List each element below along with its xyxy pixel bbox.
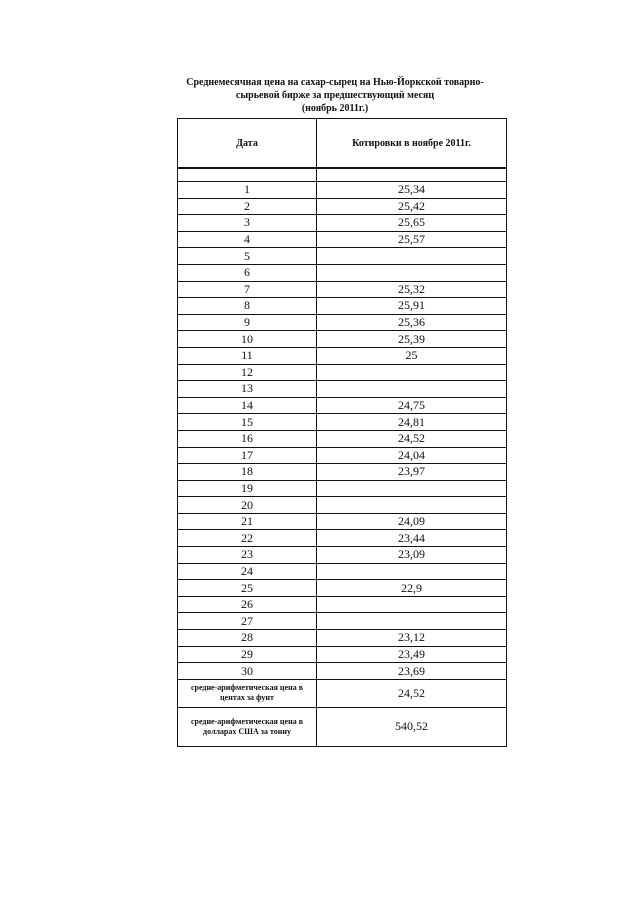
quote-cell: 23,09 [317,547,507,564]
table-row [178,596,507,613]
quote-cell: 23,44 [317,530,507,547]
table-row [178,547,507,564]
quote-cell: 23,69 [317,663,507,680]
date-cell: 7 [178,281,317,298]
date-cell: 25 [178,580,317,597]
date-cell: 8 [178,298,317,315]
spacer-cell [178,168,317,182]
table-row [178,447,507,464]
date-cell: 9 [178,314,317,331]
table-row [178,480,507,497]
date-cell: 16 [178,430,317,447]
date-cell: 26 [178,596,317,613]
table-row [178,663,507,680]
quote-cell [317,613,507,630]
table-row [178,464,507,481]
table-row [178,364,507,381]
date-cell: 21 [178,513,317,530]
summary-row-dollars [178,707,507,746]
date-cell: 15 [178,414,317,431]
date-cell: 4 [178,231,317,248]
quote-cell: 24,75 [317,397,507,414]
quotes-table [177,118,507,747]
table-row [178,198,507,215]
quote-cell: 25,32 [317,281,507,298]
header-quotes: Котировки в ноябре 2011г. [317,119,507,169]
date-cell: 29 [178,646,317,663]
table-row [178,248,507,265]
quote-cell [317,563,507,580]
document-title [150,76,520,115]
quote-cell [317,480,507,497]
date-cell: 1 [178,182,317,199]
table-row [178,331,507,348]
quote-cell [317,497,507,514]
table-row [178,215,507,232]
quote-cell: 24,04 [317,447,507,464]
table-row [178,563,507,580]
title-line-1: Среднемесячная цена на сахар-сырец на Нью-Йоркской товарно- [186,77,484,88]
table-row [178,430,507,447]
date-cell: 12 [178,364,317,381]
quote-cell: 25,57 [317,231,507,248]
quote-cell: 25 [317,347,507,364]
quote-cell: 25,65 [317,215,507,232]
date-cell: 13 [178,381,317,398]
summary-value: 540,52 [317,707,507,746]
quote-cell [317,596,507,613]
quote-cell: 24,52 [317,430,507,447]
date-cell: 18 [178,464,317,481]
table-row [178,646,507,663]
quote-cell [317,264,507,281]
spacer-row [178,168,507,182]
quote-cell: 25,91 [317,298,507,315]
quote-cell: 24,81 [317,414,507,431]
quote-cell: 25,39 [317,331,507,348]
table-row [178,264,507,281]
quote-cell [317,248,507,265]
table-row [178,314,507,331]
date-cell: 24 [178,563,317,580]
date-cell: 11 [178,347,317,364]
table-row [178,530,507,547]
date-cell: 6 [178,264,317,281]
quote-cell [317,381,507,398]
date-cell: 20 [178,497,317,514]
date-cell: 10 [178,331,317,348]
summary-label: средне-арифметическая цена в долларах США за тонну [178,707,317,746]
quote-cell: 23,49 [317,646,507,663]
date-cell: 5 [178,248,317,265]
table-row [178,513,507,530]
table-row [178,397,507,414]
table-row [178,414,507,431]
date-cell: 22 [178,530,317,547]
table-row [178,381,507,398]
spacer-cell [317,168,507,182]
table-header-row [178,119,507,169]
date-cell: 2 [178,198,317,215]
title-line-2: сырьевой бирже за предшествующий месяц [235,90,435,101]
quote-cell: 25,42 [317,198,507,215]
date-cell: 17 [178,447,317,464]
days-body [178,182,507,680]
date-cell: 30 [178,663,317,680]
quote-cell: 23,97 [317,464,507,481]
summary-label: средне-арифметическая цена в центах за фунт [178,679,317,707]
date-cell: 14 [178,397,317,414]
quote-cell: 25,34 [317,182,507,199]
table-row [178,580,507,597]
table-row [178,630,507,647]
table-row [178,497,507,514]
date-cell: 3 [178,215,317,232]
title-line-3: (ноябрь 2011г.) [301,103,369,114]
quote-cell: 23,12 [317,630,507,647]
quote-cell [317,364,507,381]
date-cell: 23 [178,547,317,564]
date-cell: 27 [178,613,317,630]
date-cell: 28 [178,630,317,647]
table-row [178,281,507,298]
table-row [178,231,507,248]
table-row [178,182,507,199]
table-row [178,298,507,315]
quote-cell: 22,9 [317,580,507,597]
date-cell: 19 [178,480,317,497]
quote-cell: 25,36 [317,314,507,331]
table-row [178,613,507,630]
header-date: Дата [178,119,317,169]
table-row [178,347,507,364]
summary-value: 24,52 [317,679,507,707]
summary-row-cents [178,679,507,707]
quote-cell: 24,09 [317,513,507,530]
